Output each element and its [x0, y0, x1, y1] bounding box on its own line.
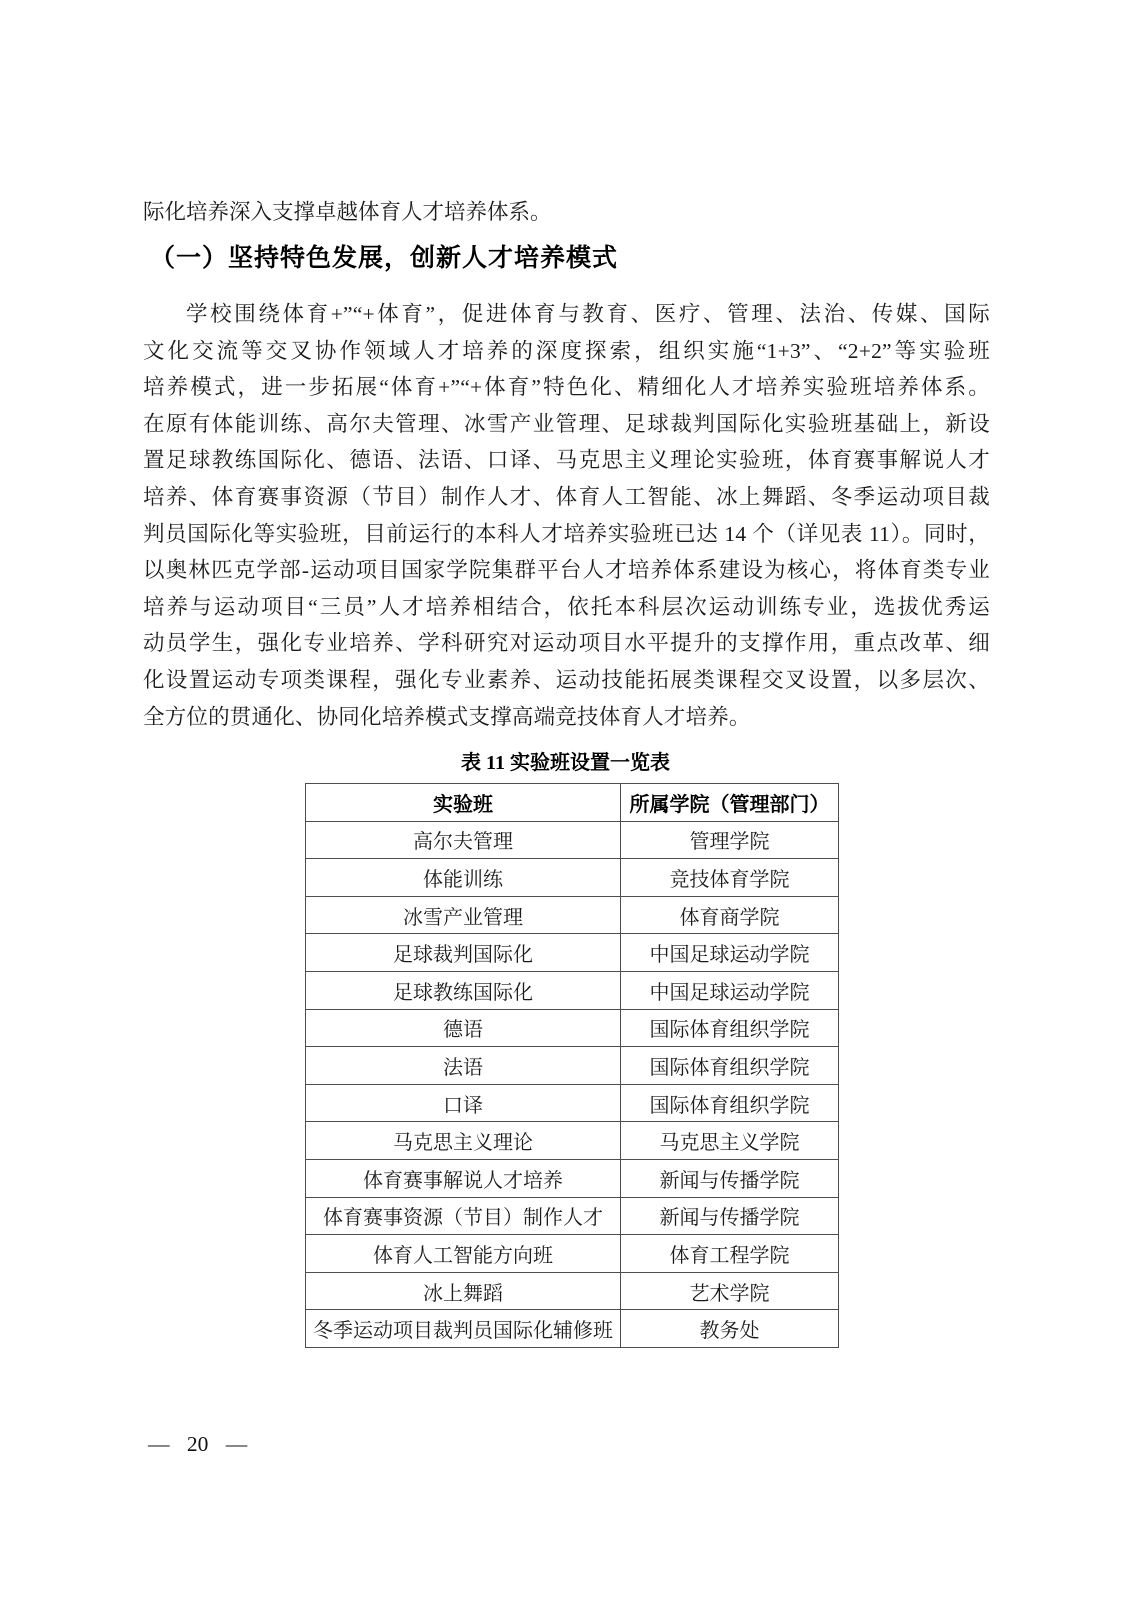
cell-class-name: 体育赛事解说人才培养 [306, 1159, 621, 1197]
cell-class-name: 口译 [306, 1084, 621, 1122]
table-row [306, 1159, 839, 1197]
paragraph-line: 以奥林匹克学部-运动项目国家学院集群平台人才培养体系建设为核心，将体育类专业 [143, 558, 990, 583]
paragraph-line: 文化交流等交叉协作领域人才培养的深度探索，组织实施“1+3”、“2+2”等实验班 [143, 338, 990, 363]
continuation-text: 际化培养深入支撑卓越体育人才培养体系。 [143, 200, 552, 224]
paragraph-line: 培养、体育赛事资源（节目）制作人才、体育人工智能、冰上舞蹈、冬季运动项目裁 [143, 484, 990, 509]
cell-class-name: 足球裁判国际化 [306, 934, 621, 972]
cell-college: 国际体育组织学院 [621, 1084, 839, 1122]
cell-class-name: 体育人工智能方向班 [306, 1235, 621, 1273]
cell-class-name: 体育赛事资源（节目）制作人才 [306, 1197, 621, 1235]
cell-college: 马克思主义学院 [621, 1122, 839, 1160]
cell-class-name: 法语 [306, 1047, 621, 1085]
page-number: — 20 — [148, 1432, 248, 1456]
paragraph-line: 化设置运动专项类课程，强化专业素养、运动技能拓展类课程交叉设置，以多层次、 [143, 667, 990, 692]
section-heading: （一）坚持特色发展，创新人才培养模式 [150, 244, 619, 272]
cell-college: 新闻与传播学院 [621, 1197, 839, 1235]
paragraph-line: 动员学生，强化专业培养、学科研究对运动项目水平提升的支撑作用，重点改革、细 [143, 631, 990, 656]
table-row [306, 1310, 839, 1348]
table-row [306, 1084, 839, 1122]
table-caption: 表 11 实验班设置一览表 [461, 752, 670, 774]
table-row [306, 1009, 839, 1047]
paragraph-line: 培养模式，进一步拓展“体育+”“+体育”特色化、精细化人才培养实验班培养体系。 [143, 375, 990, 400]
cell-college: 中国足球运动学院 [621, 934, 839, 972]
cell-college: 竞技体育学院 [621, 859, 839, 897]
cell-class-name: 冬季运动项目裁判员国际化辅修班 [306, 1310, 621, 1348]
cell-college: 教务处 [621, 1310, 839, 1348]
cell-college: 国际体育组织学院 [621, 1047, 839, 1085]
cell-college: 国际体育组织学院 [621, 1009, 839, 1047]
body-paragraph [143, 296, 990, 735]
table-row [306, 821, 839, 859]
cell-class-name: 冰上舞蹈 [306, 1272, 621, 1310]
paragraph-line: 在原有体能训练、高尔夫管理、冰雪产业管理、足球裁判国际化实验班基础上，新设 [143, 411, 990, 436]
table-row [306, 934, 839, 972]
table-row [306, 971, 839, 1009]
paragraph-line: 培养与运动项目“三员”人才培养相结合，依托本科层次运动训练专业，选拔优秀运 [143, 594, 990, 619]
table-row [306, 859, 839, 897]
paragraph-line: 判员国际化等实验班，目前运行的本科人才培养实验班已达 14 个（详见表 11）。同时， [143, 521, 990, 546]
column-header-college: 所属学院（管理部门） [621, 784, 839, 822]
table-row [306, 1122, 839, 1160]
cell-class-name: 马克思主义理论 [306, 1122, 621, 1160]
cell-class-name: 高尔夫管理 [306, 821, 621, 859]
cell-college: 艺术学院 [621, 1272, 839, 1310]
cell-college: 体育工程学院 [621, 1235, 839, 1273]
paragraph-line: 置足球教练国际化、德语、法语、口译、马克思主义理论实验班，体育赛事解说人才 [143, 448, 990, 473]
table-row [306, 896, 839, 934]
cell-college: 管理学院 [621, 821, 839, 859]
column-header-class: 实验班 [306, 784, 621, 822]
cell-college: 体育商学院 [621, 896, 839, 934]
table-row [306, 1272, 839, 1310]
experiment-class-table [305, 783, 839, 1348]
cell-class-name: 德语 [306, 1009, 621, 1047]
table-header-row [306, 784, 839, 822]
cell-class-name: 冰雪产业管理 [306, 896, 621, 934]
cell-class-name: 足球教练国际化 [306, 971, 621, 1009]
cell-college: 新闻与传播学院 [621, 1159, 839, 1197]
cell-college: 中国足球运动学院 [621, 971, 839, 1009]
table-row [306, 1047, 839, 1085]
paragraph-line: 全方位的贯通化、协同化培养模式支撑高端竞技体育人才培养。 [143, 704, 751, 729]
table-row [306, 1197, 839, 1235]
paragraph-line: 学校围绕体育+”“+体育”，促进体育与教育、医疗、管理、法治、传媒、国际 [186, 302, 990, 326]
cell-class-name: 体能训练 [306, 859, 621, 897]
table-row [306, 1235, 839, 1273]
